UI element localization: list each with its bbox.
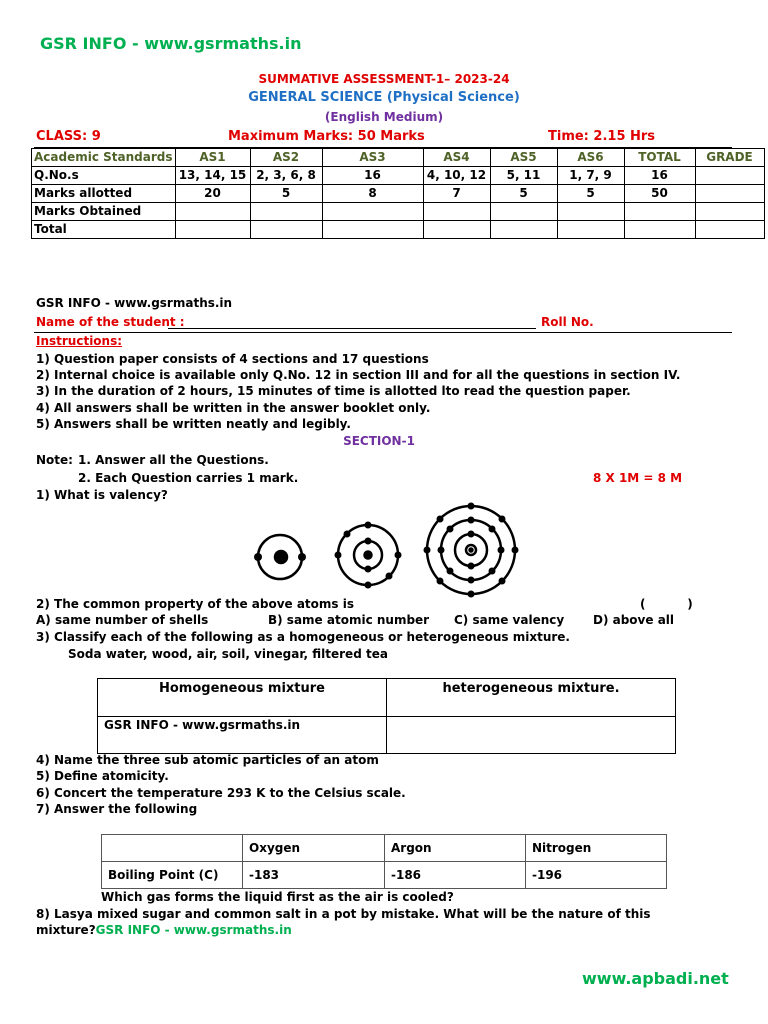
table-header-cell: AS4 xyxy=(423,149,490,167)
gsr-watermark-text: GSR INFO - www.gsrmaths.in xyxy=(98,717,387,754)
table-header-cell: Oxygen xyxy=(243,835,385,862)
option-c[interactable]: C) same valency xyxy=(454,613,565,627)
table-cell xyxy=(557,221,624,239)
note-label: Note: xyxy=(36,453,73,467)
question-2: 2) The common property of the above atoms is xyxy=(36,597,354,611)
instruction-item: 3) In the duration of 2 hours, 15 minutes of time is allotted lto read the question paper. xyxy=(36,384,631,398)
table-cell: 2, 3, 6, 8 xyxy=(250,167,322,185)
student-name-label: Name of the student : xyxy=(36,315,185,329)
table-cell xyxy=(695,203,764,221)
question-4: 4) Name the three sub atomic particles of an atom xyxy=(36,753,379,767)
note-item: 1. Answer all the Questions. xyxy=(78,453,269,467)
table-cell: -196 xyxy=(526,862,667,889)
question-8: 8) Lasya mixed sugar and common salt in a pot by mistake. What will be the nature of this xyxy=(36,907,651,921)
question-1: 1) What is valency? xyxy=(36,488,168,502)
table-header-row xyxy=(102,835,667,862)
table-cell: 5 xyxy=(490,185,557,203)
instruction-item: 4) All answers shall be written in the answer booklet only. xyxy=(36,401,431,415)
divider xyxy=(34,332,732,333)
table-cell: Total xyxy=(32,221,176,239)
instruction-item: 2) Internal choice is available only Q.No. 12 in section III and for all the questions in section IV. xyxy=(36,368,681,382)
question-3: 3) Classify each of the following as a homogeneous or heterogeneous mixture. xyxy=(36,630,570,644)
mixture-table xyxy=(97,678,676,754)
table-cell xyxy=(624,221,695,239)
subject-title: GENERAL SCIENCE (Physical Science) xyxy=(248,90,520,105)
note-item: 2. Each Question carries 1 mark. xyxy=(78,471,299,485)
roll-number-label: Roll No. xyxy=(541,315,594,329)
table-header-cell xyxy=(102,835,243,862)
section-title: SECTION-1 xyxy=(343,434,415,448)
table-cell: 50 xyxy=(624,185,695,203)
footer-website[interactable]: www.apbadi.net xyxy=(582,969,729,988)
table-header-row xyxy=(32,149,765,167)
table-row xyxy=(98,717,676,754)
table-cell xyxy=(695,185,764,203)
table-row xyxy=(32,203,765,221)
table-header-cell: AS6 xyxy=(557,149,624,167)
atom-one xyxy=(254,535,306,579)
table-cell xyxy=(423,221,490,239)
student-name-blank[interactable] xyxy=(168,328,536,329)
table-row xyxy=(32,167,765,185)
table-cell xyxy=(322,221,423,239)
table-header-cell: Nitrogen xyxy=(526,835,667,862)
atom-diagrams xyxy=(245,500,525,600)
instruction-item: 5) Answers shall be written neatly and legibly. xyxy=(36,417,351,431)
table-cell xyxy=(423,203,490,221)
table-cell: Boiling Point (C) xyxy=(102,862,243,889)
table-header-cell: AS2 xyxy=(250,149,322,167)
answer-bracket: ( ) xyxy=(640,597,693,611)
table-cell: -186 xyxy=(385,862,526,889)
table-cell xyxy=(624,203,695,221)
table-cell: Q.No.s xyxy=(32,167,176,185)
question-8-cont xyxy=(36,923,292,937)
atom-three xyxy=(424,503,519,598)
table-cell: 13, 14, 15 xyxy=(175,167,250,185)
table-cell xyxy=(175,221,250,239)
table-cell xyxy=(322,203,423,221)
question-3-items: Soda water, wood, air, soil, vinegar, filtered tea xyxy=(68,647,388,661)
table-row xyxy=(32,221,765,239)
instruction-item: 1) Question paper consists of 4 sections and 17 questions xyxy=(36,352,429,366)
time-label: Time: 2.15 Hrs xyxy=(548,129,656,144)
table-cell xyxy=(250,221,322,239)
table-header-cell: Academic Standards xyxy=(32,149,176,167)
gsr-watermark-text: GSR INFO - www.gsrmaths.in xyxy=(36,296,233,310)
table-cell: 7 xyxy=(423,185,490,203)
exam-title: SUMMATIVE ASSESSMENT-1– 2023-24 xyxy=(258,72,510,86)
section-marks: 8 X 1M = 8 M xyxy=(593,471,683,485)
answer-cell[interactable] xyxy=(387,717,676,754)
atom-two xyxy=(335,522,402,589)
table-row xyxy=(102,862,667,889)
gsr-watermark-text: GSR INFO - www.gsrmaths.in xyxy=(95,923,292,937)
question-7: 7) Answer the following xyxy=(36,802,198,816)
table-row xyxy=(32,185,765,203)
question-8-tail: mixture? xyxy=(36,923,96,937)
question-6: 6) Concert the temperature 293 K to the Celsius scale. xyxy=(36,786,406,800)
heterogeneous-header: heterogeneous mixture. xyxy=(387,679,676,717)
table-cell: 4, 10, 12 xyxy=(423,167,490,185)
medium-label: (English Medium) xyxy=(324,110,444,124)
site-header-watermark: GSR INFO - www.gsrmaths.in xyxy=(40,34,302,53)
table-cell: -183 xyxy=(243,862,385,889)
table-cell: 16 xyxy=(624,167,695,185)
table-cell xyxy=(695,167,764,185)
question-7-prompt: Which gas forms the liquid first as the air is cooled? xyxy=(101,890,454,904)
max-marks-label: Maximum Marks: 50 Marks xyxy=(228,129,425,144)
table-cell xyxy=(175,203,250,221)
instructions-heading: Instructions: xyxy=(36,334,123,348)
table-cell: 1, 7, 9 xyxy=(557,167,624,185)
option-d[interactable]: D) above all xyxy=(593,613,675,627)
table-cell: 5 xyxy=(557,185,624,203)
table-cell: 8 xyxy=(322,185,423,203)
option-b[interactable]: B) same atomic number xyxy=(268,613,430,627)
table-header-cell: AS3 xyxy=(322,149,423,167)
table-header-cell: AS5 xyxy=(490,149,557,167)
homogeneous-header: Homogeneous mixture xyxy=(98,679,387,717)
table-header-cell: AS1 xyxy=(175,149,250,167)
table-cell: 5 xyxy=(250,185,322,203)
table-cell xyxy=(490,203,557,221)
table-header-cell: GRADE xyxy=(695,149,764,167)
table-cell xyxy=(250,203,322,221)
table-cell xyxy=(557,203,624,221)
table-cell: Marks Obtained xyxy=(32,203,176,221)
table-header-cell: Argon xyxy=(385,835,526,862)
table-cell: 16 xyxy=(322,167,423,185)
option-a[interactable]: A) same number of shells xyxy=(36,613,209,627)
table-cell: 20 xyxy=(175,185,250,203)
class-label: CLASS: 9 xyxy=(36,129,101,144)
table-cell: Marks allotted xyxy=(32,185,176,203)
table-header-row xyxy=(98,679,676,717)
table-cell xyxy=(695,221,764,239)
question-5: 5) Define atomicity. xyxy=(36,769,169,783)
boiling-point-table xyxy=(101,834,667,889)
academic-standards-table xyxy=(31,148,765,239)
table-cell xyxy=(490,221,557,239)
table-cell: 5, 11 xyxy=(490,167,557,185)
table-header-cell: TOTAL xyxy=(624,149,695,167)
